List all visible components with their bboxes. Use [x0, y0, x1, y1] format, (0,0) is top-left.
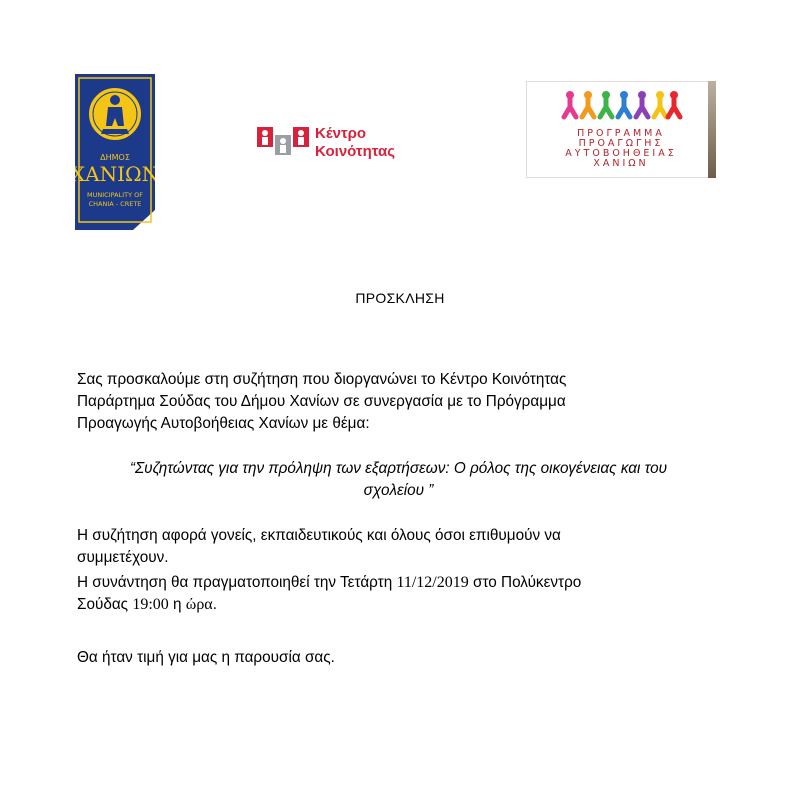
document-title: ΠΡΟΣΚΛΗΣΗ: [355, 290, 445, 306]
meeting-date: 11/12/2019: [396, 574, 469, 591]
paragraph1-line-1: Σας προσκαλούμε στη συζήτηση που διοργανώνει το Κέντρο Κοινότητας: [77, 371, 567, 388]
meeting-time: 19:00: [132, 596, 169, 613]
audience-paragraph: [77, 525, 720, 569]
paragraph3-line-2: [77, 594, 720, 616]
meeting-details-paragraph: [77, 572, 720, 616]
program-logo-line-2: ΠΡΟΑΓΩΓΗΣ: [578, 138, 664, 149]
meeting-line-end: .: [212, 596, 217, 613]
chania-sub-line-1: MUNICIPALITY OF: [87, 191, 143, 199]
meeting-time-word: ώρα: [185, 596, 213, 613]
meeting-day-text: Η συνάντηση θα πραγματοποιηθεί την Τετάρτη: [77, 574, 397, 591]
chania-top-text: ΔΗΜΟΣ: [100, 153, 130, 162]
chania-municipality-logo: [75, 74, 155, 230]
paragraph1-line-2: Παράρτημα Σούδας του Δήμου Χανίων σε συνεργασία με το Πρόγραμμα: [77, 393, 566, 410]
program-logo-text: [556, 129, 686, 169]
program-logo-line-3: ΑΥΤΟΒΟΗΘΕΙΑΣ: [565, 148, 677, 159]
discussion-topic-quote: [77, 458, 720, 502]
quote-line-2: σχολείου ”: [363, 482, 434, 499]
kentro-logo-line-2: Κοινότητας: [315, 143, 396, 160]
program-logo-line-4: ΧΑΝΙΩΝ: [593, 158, 649, 169]
program-logo-side-stripe: [708, 81, 716, 178]
meeting-place-text: στο Πολύκεντρο: [468, 574, 582, 591]
chania-sub-line-2: CHANIA - CRETE: [88, 200, 142, 208]
meeting-place-suffix: Σούδας: [77, 596, 133, 613]
meeting-time-connector: η: [168, 596, 186, 613]
paragraph2-line-2: συμμετέχουν.: [77, 549, 169, 566]
paragraph3-line-1: [77, 572, 720, 594]
chania-name-text: ΧΑΝΙΩΝ: [75, 162, 155, 186]
paragraph1-line-3: Προαγωγής Αυτοβοήθειας Χανίων με θέμα:: [77, 415, 370, 432]
quote-line-1: “Συζητώντας για την πρόληψη των εξαρτήσεων: Ο ρόλος της οικογένειας και του: [129, 460, 668, 477]
community-people-icon: [257, 127, 309, 163]
kentro-koinotitas-logo: [257, 125, 427, 170]
invitation-paragraph: [77, 369, 720, 435]
self-help-program-logo: [526, 81, 716, 178]
paragraph2-line-1: Η συζήτηση αφορά γονείς, εκπαιδευτικούς και όλους όσοι επιθυμούν να: [77, 527, 561, 544]
people-circle-icon: [556, 87, 686, 127]
program-logo-line-1: ΠΡΟΓΡΑΜΜΑ: [577, 128, 665, 139]
kentro-logo-text: [315, 125, 395, 161]
kentro-logo-line-1: Κέντρο: [315, 125, 367, 142]
closing-sentence: Θα ήταν τιμή για μας η παρουσία σας.: [77, 649, 335, 666]
